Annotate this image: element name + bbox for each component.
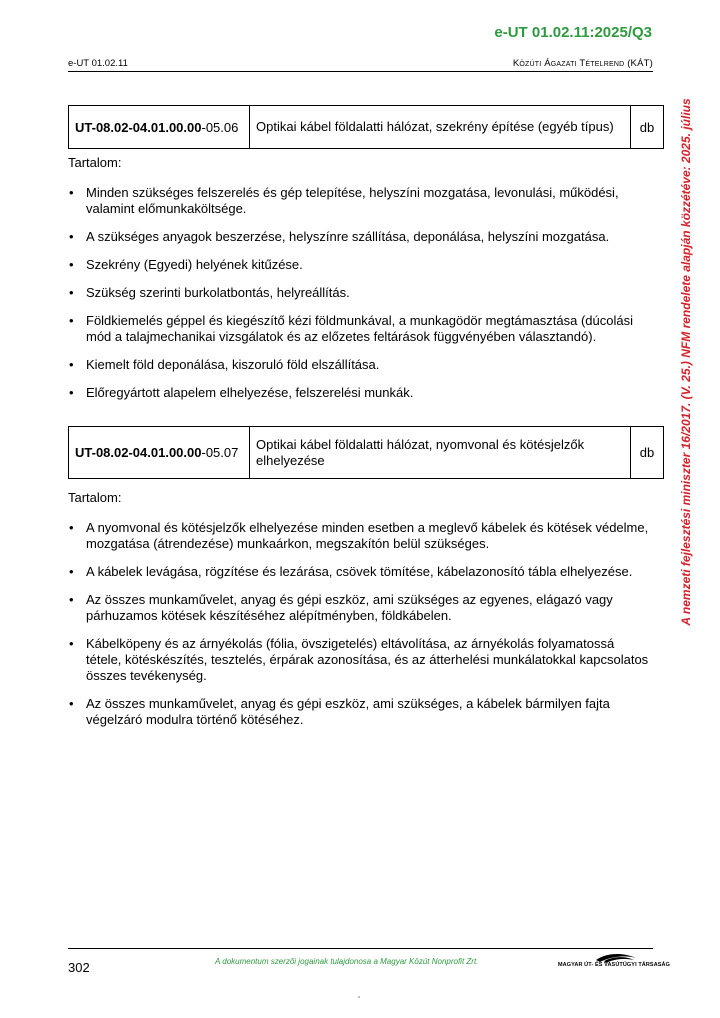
- bullet-icon: •: [69, 313, 74, 328]
- content-title: Tartalom:: [68, 155, 122, 170]
- list-item-text: Kábelköpeny és az árnyékolás (fólia, övszigetelés) eltávolítása, az árnyékolás folyamatossá tétele, kötéskészítés, tesztelés, érpárak azonosítása, és az átterhelési munkálatokkal kapcsolatos összes tevékenység.: [86, 636, 649, 683]
- item-table-2: [68, 426, 664, 479]
- item-code-bold: UT-08.02-04.01.00.00: [75, 119, 202, 135]
- bullet-icon: •: [69, 257, 74, 272]
- logo-text: MAGYAR ÚT- ÉS VASÚTÜGYI TÁRSASÁG: [558, 962, 670, 968]
- bullet-icon: •: [69, 185, 74, 200]
- bullet-icon: •: [69, 592, 74, 607]
- item-code-bold: UT-08.02-04.01.00.00: [75, 445, 202, 460]
- list-item: [68, 564, 653, 580]
- item-code: [69, 106, 250, 149]
- table-row: [69, 427, 664, 479]
- list-item-text: A szükséges anyagok beszerzése, helyszínre szállítása, deponálása, helyszíni mozgatása.: [86, 229, 610, 244]
- list-item-text: Előregyártott alapelem elhelyezése, felszerelési munkák.: [86, 385, 414, 400]
- content-section-2: [68, 490, 653, 740]
- side-note-text: A nemzeti fejlesztési miniszter 16/2017. (V. 25.) NFM rendelete alapján közzétéve: 2025. július: [679, 98, 693, 626]
- copyright-notice: A dokumentum szerzői jogainak tulajdonosa a Magyar Közút Nonprofit Zrt.: [215, 957, 479, 966]
- bullet-icon: •: [69, 285, 74, 300]
- list-item-text: Az összes munkaművelet, anyag és gépi eszköz, ami szükséges, a kábelek bármilyen fajta végelzáró modulra történő kötéséhez.: [86, 696, 610, 727]
- item-table-1: [68, 105, 664, 149]
- bullet-icon: •: [69, 520, 74, 535]
- bullet-icon: •: [69, 564, 74, 579]
- list-item-text: A nyomvonal és kötésjelzők elhelyezése minden esetben a meglevő kábelek és kötések védelme, mozgatása (átrendezése) munkaárkon, megszakítón belül szükséges.: [86, 520, 649, 551]
- list-item: [68, 696, 653, 728]
- list-item: [68, 520, 653, 552]
- header-right: Közúti Ágazati Tételrend (KÁT): [512, 58, 653, 69]
- bullet-list: [68, 520, 653, 728]
- item-code-suffix: -05.06: [201, 119, 239, 135]
- list-item-text: Kiemelt föld deponálása, kiszoruló föld elszállítása.: [86, 357, 380, 372]
- list-item: [68, 385, 653, 401]
- scan-dot: [358, 996, 360, 998]
- item-unit: db: [631, 427, 664, 479]
- item-code-suffix: -05.07: [201, 445, 239, 460]
- page-number: 302: [68, 960, 90, 975]
- document-code: e-UT 01.02.11:2025/Q3: [494, 24, 652, 41]
- table-row: [69, 106, 664, 149]
- list-item: [68, 285, 653, 301]
- list-item: [68, 357, 653, 373]
- list-item-text: Szekrény (Egyedi) helyének kitűzése.: [86, 257, 303, 272]
- bullet-list: [68, 185, 653, 401]
- list-item-text: Szükség szerinti burkolatbontás, helyreállítás.: [86, 285, 350, 300]
- item-unit: db: [631, 106, 664, 149]
- list-item-text: Az összes munkaművelet, anyag és gépi eszköz, ami szükséges az egyenes, elágazó vagy párhuzamos kötések készítéséhez alépítményben, földkábelen.: [86, 592, 613, 623]
- list-item: [68, 257, 653, 273]
- list-item: [68, 313, 653, 345]
- list-item: [68, 185, 653, 217]
- bullet-icon: •: [69, 357, 74, 372]
- item-description: Optikai kábel földalatti hálózat, szekrény építése (egyéb típus): [250, 106, 631, 149]
- item-code: [69, 427, 250, 479]
- bullet-icon: •: [69, 696, 74, 711]
- bullet-icon: •: [69, 385, 74, 400]
- list-item: [68, 229, 653, 245]
- list-item-text: A kábelek levágása, rögzítése és lezárása, csövek tömítése, kábelazonosító tábla elhelyezése.: [86, 564, 633, 579]
- content-section-1: [68, 155, 653, 413]
- list-item-text: Földkiemelés géppel és kiegészítő kézi földmunkával, a munkagödör megtámasztása (dúcolási mód a talajmechanikai vizsgálatok és az előzetes feltárások függvényében választandó).: [86, 313, 634, 344]
- footer-divider: [68, 948, 653, 949]
- content-title: Tartalom:: [68, 490, 122, 505]
- running-header: [68, 58, 653, 72]
- bullet-icon: •: [69, 636, 74, 651]
- item-description: Optikai kábel földalatti hálózat, nyomvonal és kötésjelzők elhelyezése: [250, 427, 631, 479]
- list-item: [68, 636, 653, 684]
- header-left: e-UT 01.02.11: [68, 58, 128, 69]
- list-item: [68, 592, 653, 624]
- bullet-icon: •: [69, 229, 74, 244]
- list-item-text: Minden szükséges felszerelés és gép telepítése, helyszíni mozgatása, levonulási, működési, valamint előmunkaköltsége.: [86, 185, 619, 216]
